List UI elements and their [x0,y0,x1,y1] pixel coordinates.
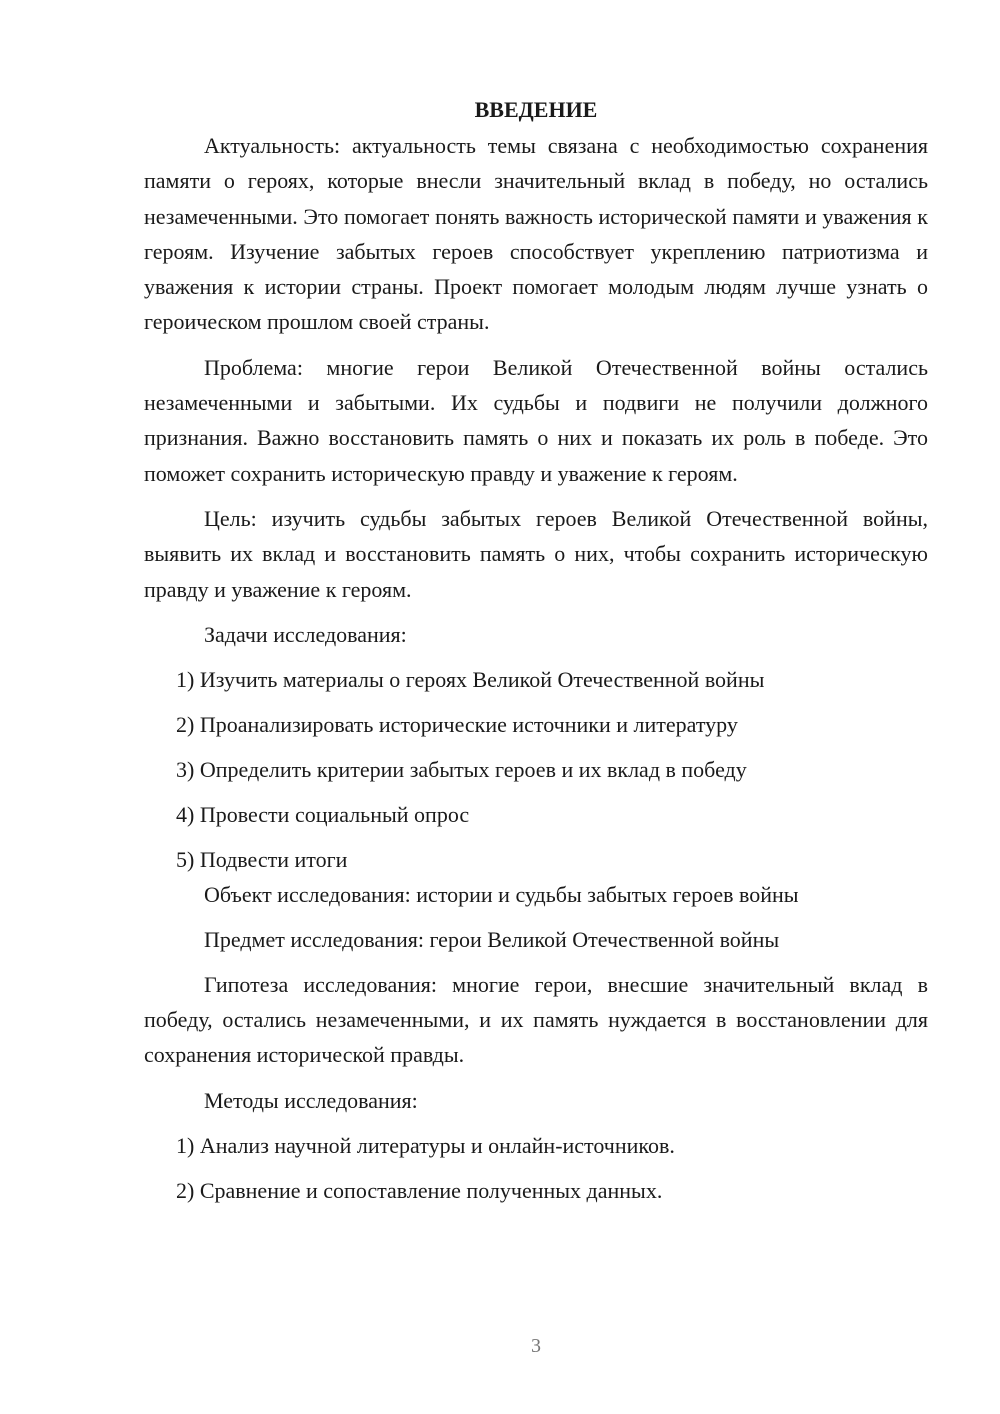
method-item: 2) Сравнение и сопоставление полученных данных. [176,1177,663,1203]
subject-line: Предмет исследования: герои Великой Отечественной войны [204,926,780,952]
problem-paragraph: Проблема: многие герои Великой Отечественной войны остались незамеченными и забытыми. Их судьбы и подвиги не получили должного признания. Важно восстановить память о них и показать их роль в победе. Это поможет сохранить историческую правду и уважение к героям. [144,354,928,486]
task-item: 2) Проанализировать исторические источники и литературу [176,711,738,737]
section-title: ВВЕДЕНИЕ [474,97,598,122]
object-line: Объект исследования: истории и судьбы забытых героев войны [204,881,799,907]
goal-paragraph: Цель: изучить судьбы забытых героев Великой Отечественной войны, выявить их вклад и восстановить память о них, чтобы сохранить историческую правду и уважение к героям. [144,505,928,602]
methods-heading: Методы исследования: [204,1087,418,1113]
task-item: 3) Определить критерии забытых героев и их вклад в победу [176,756,747,782]
hypothesis-paragraph: Гипотеза исследования: многие герои, внесшие значительный вклад в победу, остались незамеченными, и их память нуждается в восстановлении для сохранения исторической правды. [144,971,928,1068]
page-number: 3 [531,1335,541,1357]
task-item: 4) Провести социальный опрос [176,801,470,827]
method-item: 1) Анализ научной литературы и онлайн-источников. [176,1132,675,1158]
task-item: 5) Подвести итоги [176,846,348,872]
relevance-paragraph: Актуальность: актуальность темы связана с необходимостью сохранения памяти о героях, которые внесли значительный вклад в победу, но остались незамеченными. Это помогает понять важность исторической памяти и уважения к героям. Изучение забытых героев способствует укреплению патриотизма и уважения к истории страны. Проект помогает молодым людям лучше узнать о героическом прошлом своей страны. [144,133,928,335]
task-item: 1) Изучить материалы о героях Великой Отечественной войны [176,666,765,692]
page-content [144,92,928,1208]
tasks-heading: Задачи исследования: [204,621,407,647]
